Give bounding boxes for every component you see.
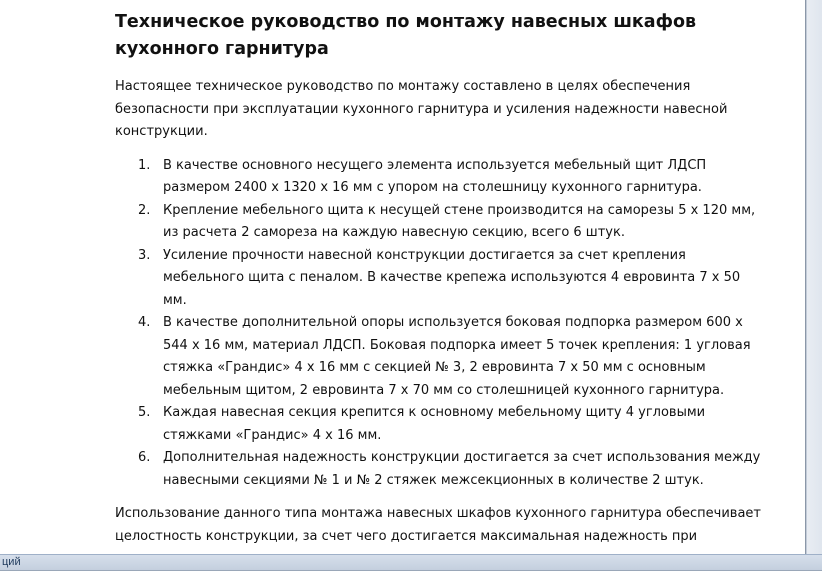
- list-item: [115, 312, 763, 402]
- outro-paragraph: Использование данного типа монтажа навесных шкафов кухонного гарнитура обеспечивает целостность конструкции, за счет чего достигается максимальная надежность при: [115, 506, 761, 544]
- numbered-list: [115, 155, 763, 493]
- list-number: 5.: [138, 405, 151, 420]
- document-title: Техническое руководство по монтажу навесных шкафов кухонного гарнитура: [115, 12, 697, 59]
- status-bar: [0, 554, 822, 570]
- list-item-text: Усиление прочности навесной конструкции достигается за счет крепления мебельного щита с пеналом. В качестве крепежа используются 4 евровинта 7 х 50 мм.: [163, 247, 741, 308]
- list-item: [115, 447, 763, 492]
- intro-paragraph: Настоящее техническое руководство по монтажу составлено в целях обеспечения безопасности при эксплуатации кухонного гарнитура и усиления надежности навесной конструкции.: [115, 79, 728, 139]
- status-text: ций: [2, 556, 21, 568]
- list-item-text: В качестве дополнительной опоры используется боковая подпорка размером 600 х 544 х 16 мм, материал ЛДСП. Боковая подпорка имеет 5 точек крепления: 1 угловая стяжка «Грандис» 4 х 16 мм с секцией № 3, 2 евровинта 7 х 50 мм с основным мебельным щитом, 2 евровинта 7 х 70 мм со столешницей кухонного гарнитура.: [163, 315, 751, 398]
- list-item-text: В качестве основного несущего элемента используется мебельный щит ЛДСП размером 2400 х 1320 х 16 мм с упором на столешницу кухонного гарнитура.: [163, 157, 707, 195]
- list-item-text: Каждая навесная секция крепится к основному мебельному щиту 4 угловыми стяжками «Грандис» 4 х 16 мм.: [163, 405, 706, 443]
- vertical-scrollbar[interactable]: [806, 0, 822, 554]
- list-number: 6.: [138, 450, 151, 465]
- list-item: [115, 200, 763, 245]
- list-item-text: Дополнительная надежность конструкции достигается за счет использования между навесными секциями № 1 и № 2 стяжек межсекционных в количестве 2 штук.: [163, 450, 761, 488]
- list-number: 4.: [138, 315, 151, 330]
- list-number: 2.: [138, 202, 151, 218]
- list-item: [115, 245, 763, 313]
- list-item-text: Крепление мебельного щита к несущей стене производится на саморезы 5 х 120 мм, из расчета 2 самореза на каждую навесную секцию, всего 6 штук.: [163, 202, 756, 240]
- document-content: [115, 0, 763, 571]
- list-number: 3.: [138, 247, 151, 263]
- list-item: [115, 155, 763, 200]
- list-item: [115, 402, 763, 447]
- list-number: 1.: [138, 157, 151, 173]
